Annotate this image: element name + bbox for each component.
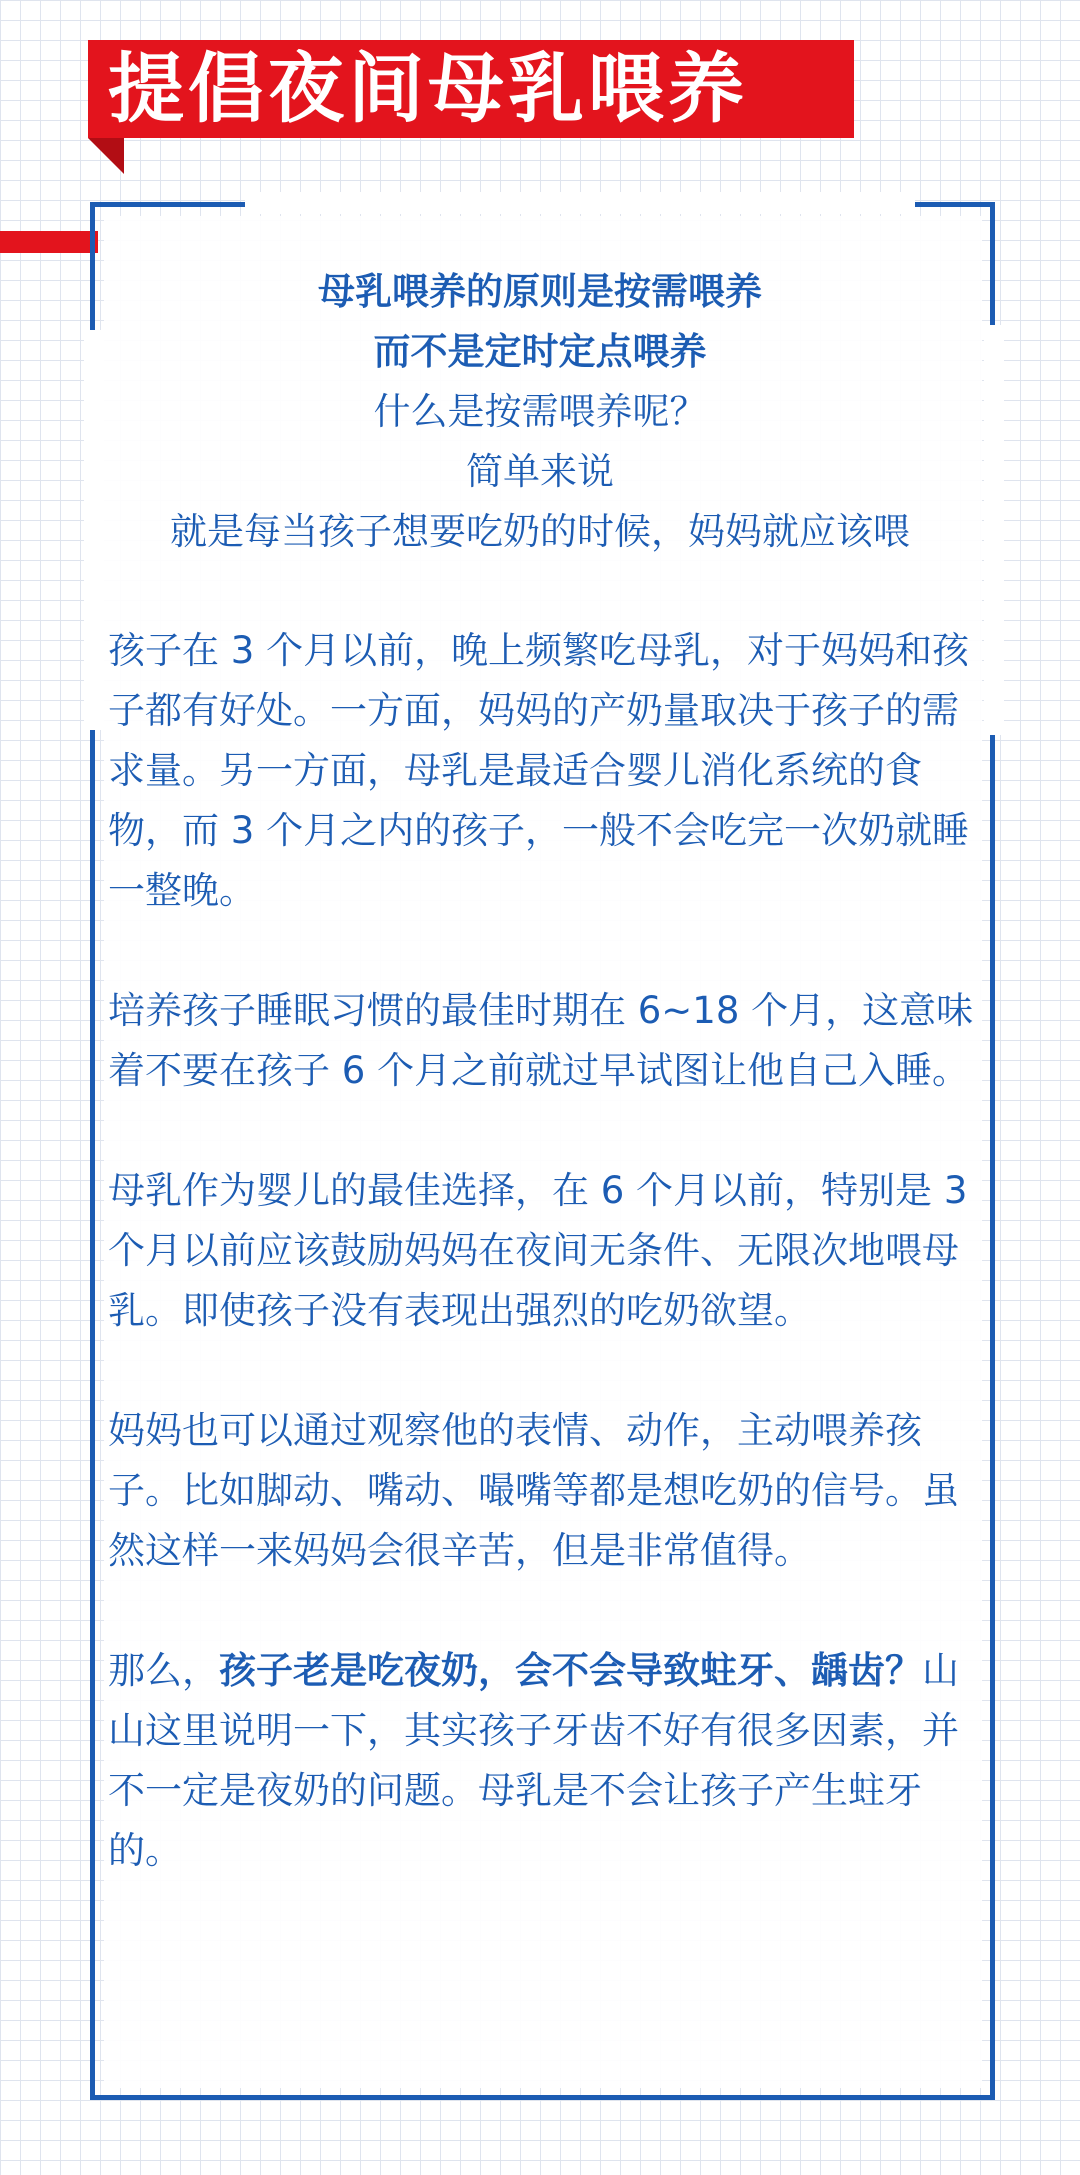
- paragraph-5-question: 孩子老是吃夜奶，会不会导致蛀牙、龋齿？: [219, 1649, 922, 1692]
- decorative-red-bar: [0, 231, 98, 253]
- intro-question: 什么是按需喂养呢？: [373, 390, 707, 433]
- paragraph-5-answer: 山山这里说明一下，其实孩子牙齿不好有很多因素，并不一定是夜奶的问题。母乳是不会让孩子产生蛀牙的。: [108, 1649, 959, 1872]
- frame-gap-top: [245, 192, 915, 214]
- paragraph-1: 孩子在 3 个月以前，晚上频繁吃母乳，对于妈妈和孩子都有好处。一方面，妈妈的产奶量取决于孩子的需求量。另一方面，母乳是最适合婴儿消化系统的食物，而 3 个月之内的孩子，一般不会吃完一次奶就睡一整晚。: [108, 629, 970, 912]
- title-banner: [88, 40, 854, 138]
- intro-bold-line-1: 母乳喂养的原则是按需喂养: [318, 270, 762, 313]
- paragraph-4: 妈妈也可以通过观察他的表情、动作，主动喂养孩子。比如脚动、嘴动、嘬嘴等都是想吃奶的信号。虽然这样一来妈妈会很辛苦，但是非常值得。: [108, 1409, 959, 1572]
- intro-block: [95, 262, 985, 562]
- article-body: [108, 621, 988, 1881]
- paragraph-5: [108, 1641, 988, 1881]
- paragraph-5-prefix: 那么，: [108, 1649, 219, 1692]
- paragraph-3: 母乳作为婴儿的最佳选择，在 6 个月以前，特别是 3 个月以前应该鼓励妈妈在夜间无条件、无限次地喂母乳。即使孩子没有表现出强烈的吃奶欲望。: [108, 1169, 968, 1332]
- title-banner-fold: [88, 138, 124, 174]
- paragraph-2: 培养孩子睡眠习惯的最佳时期在 6~18 个月，这意味着不要在孩子 6 个月之前就过早试图让他自己入睡。: [108, 989, 974, 1092]
- intro-line-5: 就是每当孩子想要吃奶的时候，妈妈就应该喂: [170, 510, 910, 553]
- intro-line-4: 简单来说: [466, 450, 614, 493]
- page-title: 提倡夜间母乳喂养: [108, 44, 748, 133]
- intro-bold-line-2: 而不是定时定点喂养: [373, 330, 707, 373]
